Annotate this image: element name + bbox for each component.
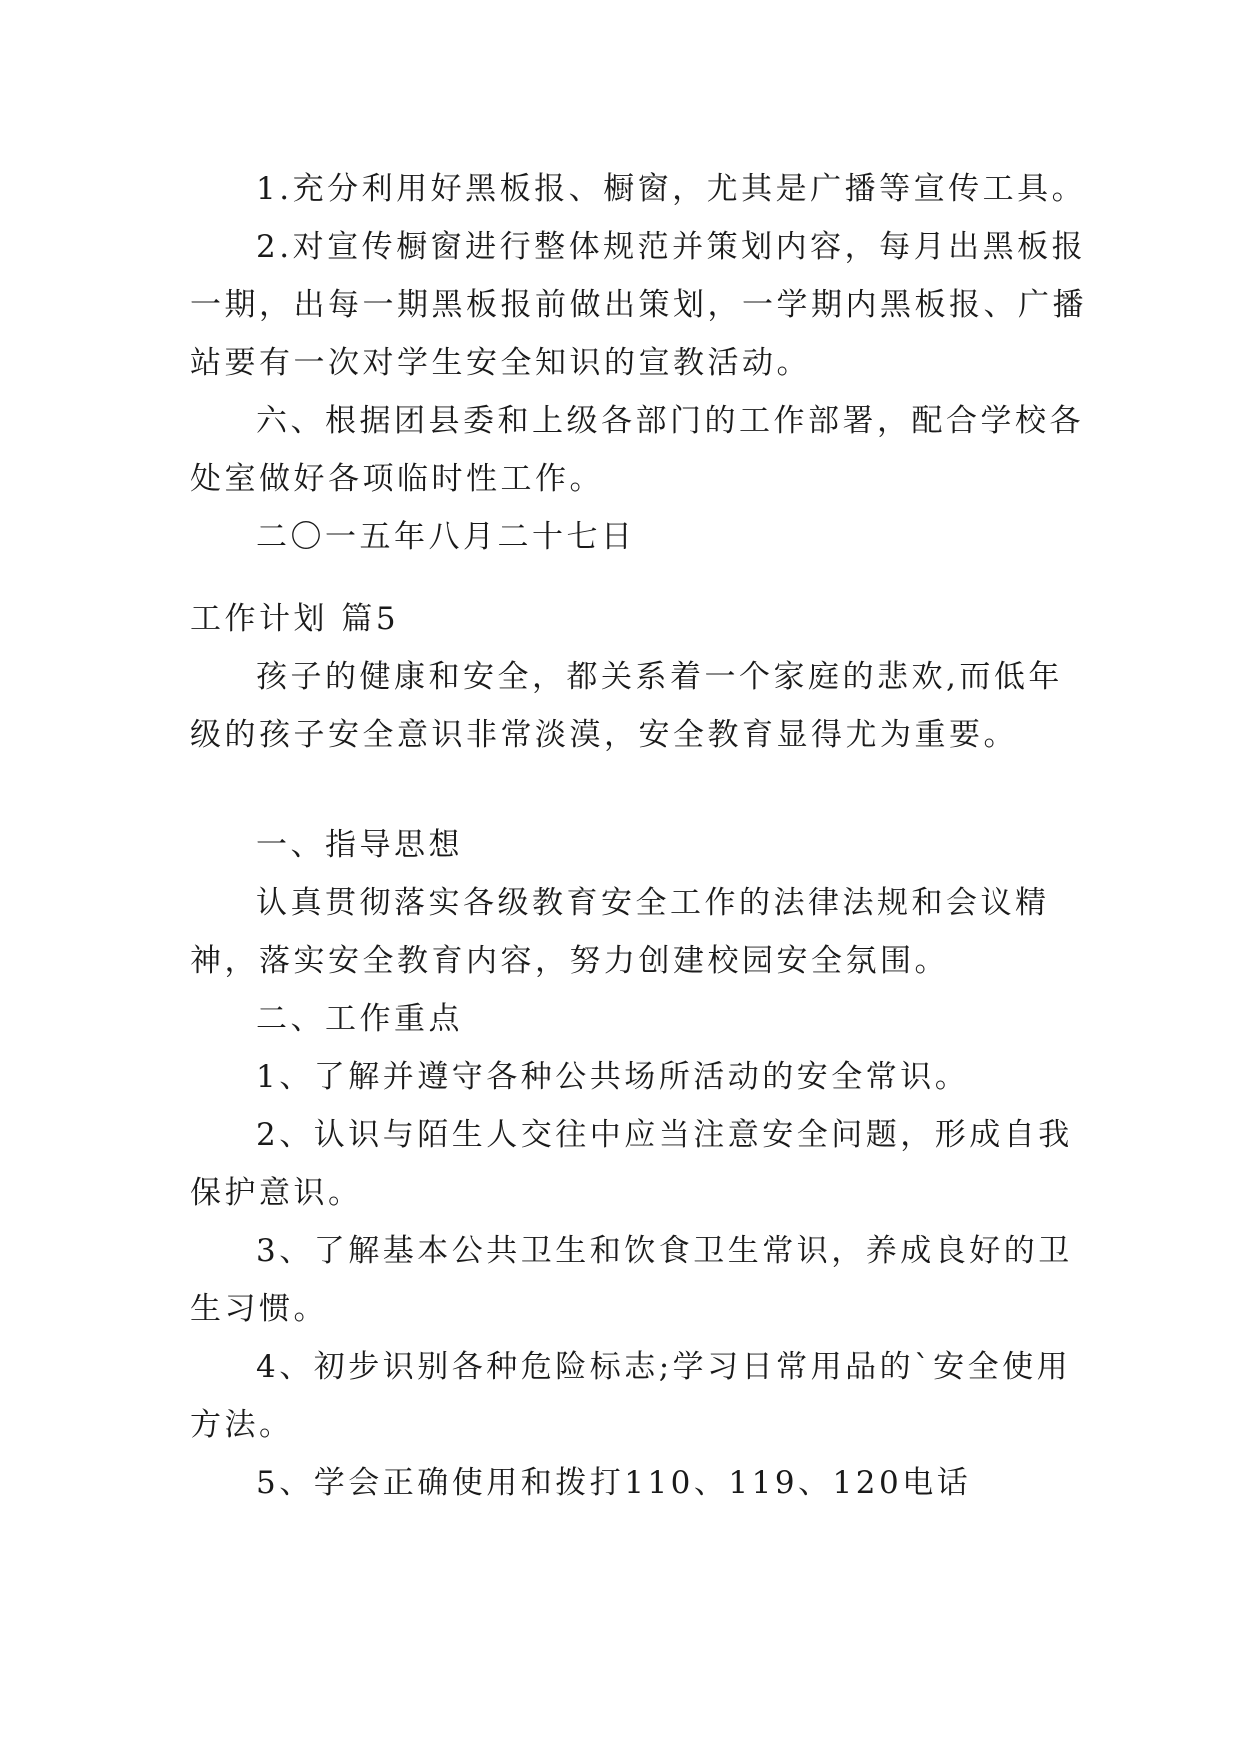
paragraph-line: 站要有一次对学生安全知识的宣教活动。 [190, 345, 811, 381]
paragraph-line: 级的孩子安全意识非常淡漠，安全教育显得尤为重要。 [190, 717, 1018, 753]
paragraph-line: 1.充分利用好黑板报、橱窗，尤其是广播等宣传工具。 [256, 171, 1087, 207]
subsection-heading: 一、指导思想 [256, 827, 463, 863]
paragraph-line: 孩子的健康和安全，都关系着一个家庭的悲欢,而低年 [256, 659, 1063, 695]
list-item-continuation: 保护意识。 [190, 1175, 363, 1211]
list-item: 3、了解基本公共卫生和饮食卫生常识，养成良好的卫 [256, 1233, 1073, 1269]
list-item: 1、了解并遵守各种公共场所活动的安全常识。 [256, 1059, 970, 1095]
spacer [190, 764, 1060, 816]
list-item: 2、认识与陌生人交往中应当注意安全问题，形成自我 [256, 1117, 1073, 1153]
list-item-continuation: 方法。 [190, 1407, 294, 1443]
paragraph-line: 认真贯彻落实各级教育安全工作的法律法规和会议精 [256, 885, 1050, 921]
paragraph-line: 神，落实安全教育内容，努力创建校园安全氛围。 [190, 943, 949, 979]
paragraph-line: 2.对宣传橱窗进行整体规范并策划内容，每月出黑板报 [256, 229, 1087, 265]
list-item: 5、学会正确使用和拨打110、119、120电话 [256, 1465, 972, 1501]
spacer [190, 566, 1060, 590]
list-item: 4、初步识别各种危险标志;学习日常用品的`安全使用 [256, 1349, 1072, 1385]
list-item-continuation: 生习惯。 [190, 1291, 328, 1327]
paragraph-line: 六、根据团县委和上级各部门的工作部署，配合学校各 [256, 403, 1084, 439]
document-body [190, 160, 1087, 1512]
subsection-heading: 二、工作重点 [256, 1001, 463, 1037]
section-heading: 工作计划 篇5 [190, 601, 400, 637]
date-line: 二〇一五年八月二十七日 [256, 519, 636, 555]
paragraph-line: 处室做好各项临时性工作。 [190, 461, 604, 497]
paragraph-line: 一期，出每一期黑板报前做出策划，一学期内黑板报、广播 [190, 287, 1087, 323]
